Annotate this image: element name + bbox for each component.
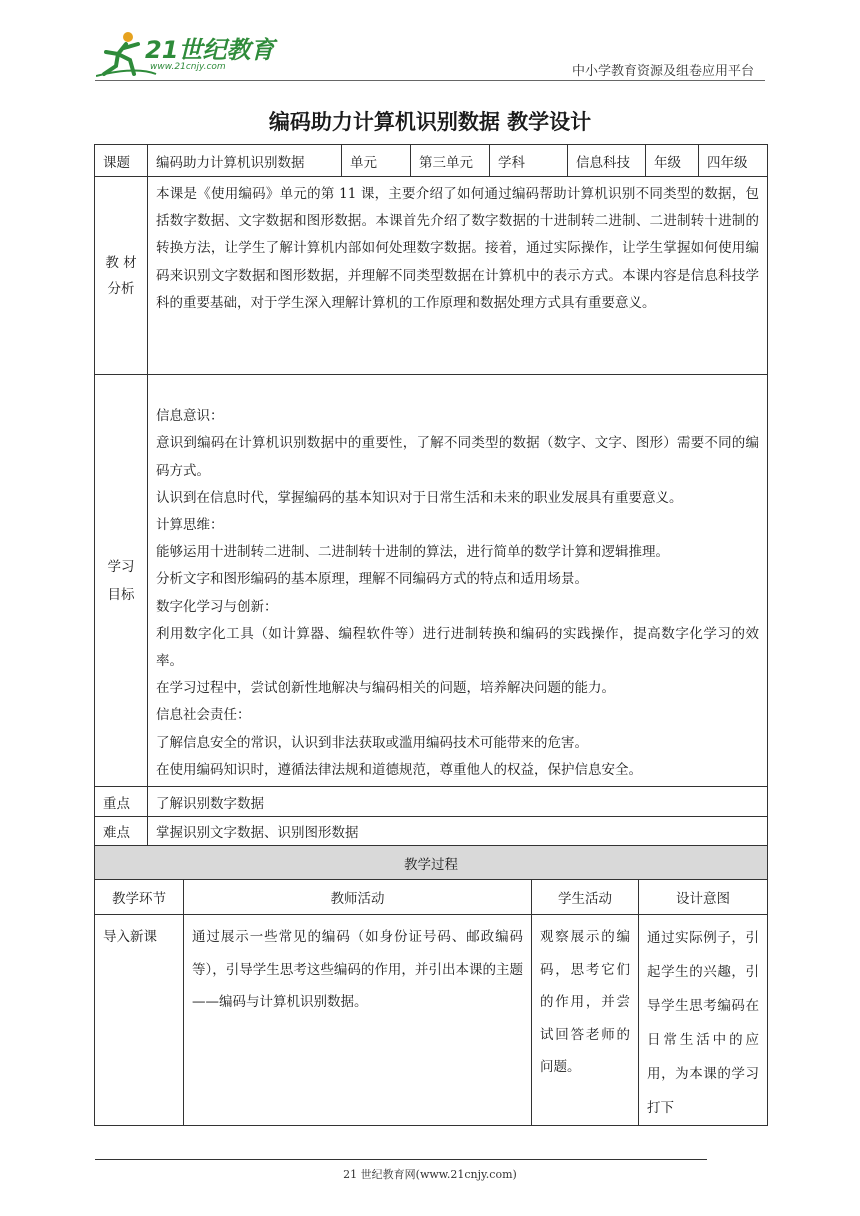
process-row — [95, 915, 768, 1126]
materials-row — [95, 177, 768, 375]
objective-line: 信息社会责任： — [156, 707, 251, 724]
objective-line: 了解信息安全的常识，认识到非法获取或滥用编码技术可能带来的危害。 — [156, 734, 588, 751]
grade-label: 年级 — [646, 145, 699, 177]
objective-line: 信息意识： — [156, 408, 224, 425]
objective-line: 数字化学习与创新： — [156, 598, 278, 615]
materials-text — [148, 177, 768, 375]
key-point-value: 了解识别数字数据 — [148, 787, 768, 817]
stage-cell: 导入新课 — [95, 915, 184, 1126]
footer-divider — [95, 1159, 707, 1160]
logo-text: 21世纪教育 — [145, 36, 275, 64]
process-title: 教学过程 — [95, 846, 768, 880]
materials-label-line1: 教 材 — [105, 254, 137, 271]
header-stage: 教学环节 — [95, 880, 184, 915]
objectives-label — [95, 375, 148, 787]
platform-name: 中小学教育资源及组卷应用平台 — [571, 64, 754, 79]
unit-value: 第三单元 — [411, 145, 490, 177]
process-header-row — [95, 880, 768, 915]
difficulty-label: 难点 — [95, 817, 148, 846]
header-student: 学生活动 — [532, 880, 639, 915]
subject-value: 信息科技 — [568, 145, 646, 177]
teacher-activity-cell: 通过展示一些常见的编码（如身份证号码、邮政编码等），引导学生思考这些编码的作用，并引出本课的主题——编码与计算机识别数据。 — [184, 915, 532, 1126]
objective-line: 意识到编码在计算机识别数据中的重要性，了解不同类型的数据（数字、文字、图形）需要不同的编码方式。 — [156, 435, 759, 479]
objectives-label-line2: 目标 — [107, 586, 135, 603]
objective-line: 利用数字化工具（如计算器、编程软件等）进行进制转换和编码的实践操作，提高数字化学习的效率。 — [156, 625, 759, 669]
materials-label — [95, 177, 148, 375]
objectives-row — [95, 375, 768, 787]
key-point-row — [95, 787, 768, 817]
subject-label: 学科 — [490, 145, 568, 177]
footer-text: 21 世纪教育网(www.21cnjy.com) — [343, 1168, 517, 1181]
objective-line: 计算思维： — [156, 516, 224, 533]
topic-value: 编码助力计算机识别数据 — [148, 145, 342, 177]
header-divider — [95, 80, 765, 81]
process-title-row — [95, 846, 768, 880]
info-row — [95, 145, 768, 177]
student-activity-cell: 观察展示的编码，思考它们的作用，并尝试回答老师的问题。 — [532, 915, 639, 1126]
page-header — [0, 0, 860, 90]
topic-label: 课题 — [95, 145, 148, 177]
difficulty-value: 掌握识别文字数据、识别图形数据 — [148, 817, 768, 846]
unit-label: 单元 — [342, 145, 411, 177]
materials-label-line2: 分析 — [107, 280, 135, 297]
header-intent: 设计意图 — [639, 880, 768, 915]
difficulty-row — [95, 817, 768, 846]
logo-url: www.21cnjy.com — [150, 62, 226, 72]
objective-line: 在使用编码知识时，遵循法律法规和道德规范，尊重他人的权益，保护信息安全。 — [156, 761, 642, 778]
objective-line: 分析文字和图形编码的基本原理，理解不同编码方式的特点和适用场景。 — [156, 571, 588, 588]
objective-line: 在学习过程中，尝试创新性地解决与编码相关的问题，培养解决问题的能力。 — [156, 680, 615, 697]
design-intent-cell: 通过实际例子，引起学生的兴趣，引导学生思考编码在日常生活中的应用，为本课的学习打下 — [639, 915, 768, 1126]
lesson-info-table — [94, 144, 768, 846]
objectives-label-line1: 学习 — [107, 558, 135, 575]
objective-line: 认识到在信息时代，掌握编码的基本知识对于日常生活和未来的职业发展具有重要意义。 — [156, 489, 683, 506]
grade-value: 四年级 — [699, 145, 768, 177]
objective-line: 能够运用十进制转二进制、二进制转十进制的算法，进行简单的数学计算和逻辑推理。 — [156, 544, 669, 561]
key-point-label: 重点 — [95, 787, 148, 817]
process-table — [94, 845, 768, 1126]
document-title: 编码助力计算机识别数据 教学设计 — [268, 110, 592, 134]
header-teacher: 教师活动 — [184, 880, 532, 915]
objectives-text — [148, 375, 768, 787]
materials-paragraph: 本课是《使用编码》单元的第 11 课，主要介绍了如何通过编码帮助计算机识别不同类型的数据，包括数字数据、文字数据和图形数据。本课首先介绍了数字数据的十进制转二进制、二进制转十进制的转换方法，让学生了解计算机内部如何处理数字数据。接着，通过实际操作，让学生掌握如何使用编码来识别文字数据和图形数据，并理解不同类型数据在计算机中的表示方式。本课内容是信息科技学科的重要基础，对于学生深入理解计算机的工作原理和数据处理方式具有重要意义。 — [156, 186, 759, 311]
